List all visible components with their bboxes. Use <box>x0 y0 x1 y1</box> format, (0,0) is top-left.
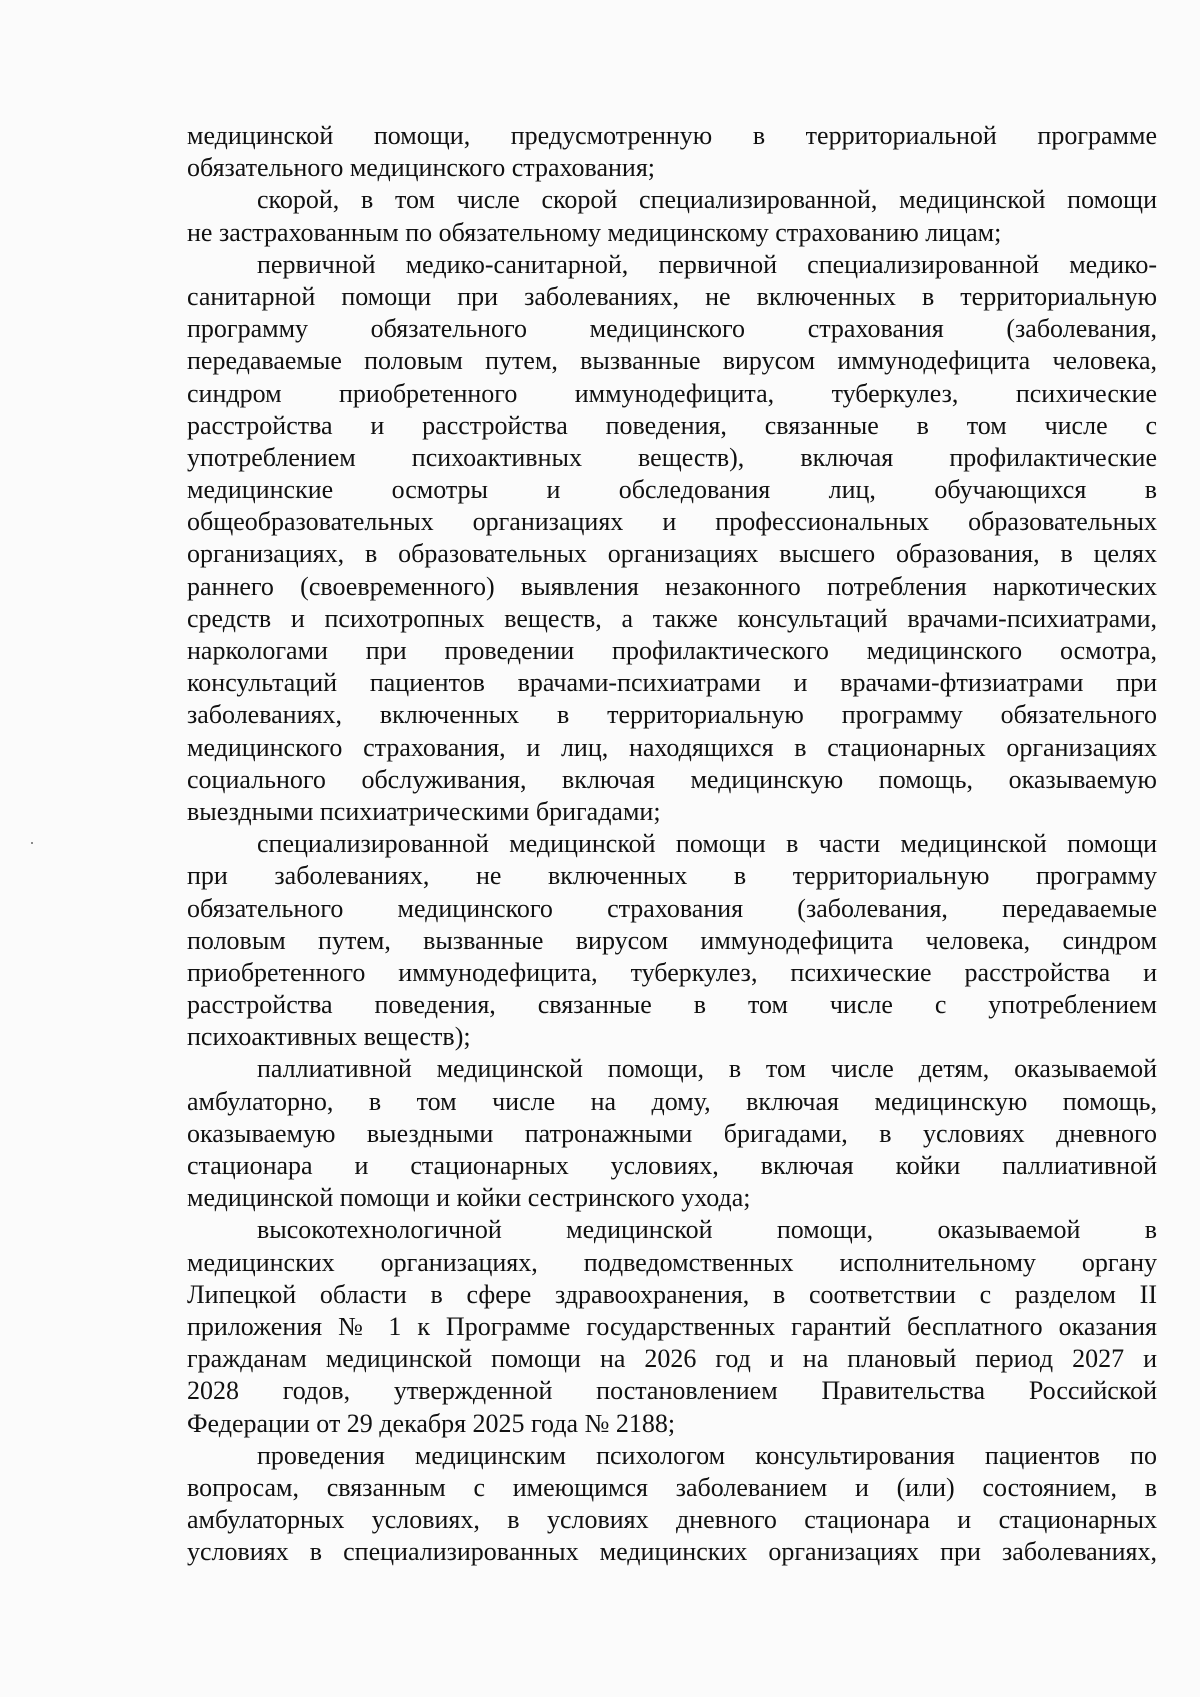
text-line: организациях, в образовательных организациях высшего образования, в целях <box>187 539 1157 569</box>
text-line: первичной медико-санитарной, первичной специализированной медико- <box>257 249 1157 279</box>
text-line: наркологами при проведении профилактического медицинского осмотра, <box>187 636 1157 665</box>
text-line: вопросам, связанным с имеющимся заболеванием и (или) состоянием, в <box>187 1472 1157 1502</box>
text-line: обязательного медицинского страхования; <box>187 153 655 183</box>
text-line: программу обязательного медицинского страхования (заболевания, <box>187 314 1157 344</box>
text-line: медицинской помощи, предусмотренную в территориальной программе <box>187 121 1157 150</box>
text-line: специализированной медицинской помощи в части медицинской помощи <box>257 829 1157 859</box>
text-line: высокотехнологичной медицинской помощи, оказываемой в <box>257 1215 1157 1245</box>
text-line: консультаций пациентов врачами-психиатрами и врачами-фтизиатрами при <box>187 668 1157 698</box>
text-line: паллиативной медицинской помощи, в том числе детям, оказываемой <box>257 1054 1157 1084</box>
paragraph <box>187 1214 1157 1439</box>
paragraph <box>187 184 1157 248</box>
document-body <box>187 120 1157 1568</box>
text-line: приобретенного иммунодефицита, туберкулез, психические расстройства и <box>187 957 1157 987</box>
text-line: заболеваниях, включенных в территориальную программу обязательного <box>187 700 1157 730</box>
text-line: стационара и стационарных условиях, включая койки паллиативной <box>187 1151 1157 1180</box>
text-line: передаваемые половым путем, вызванные вирусом иммунодефицита человека, <box>187 346 1157 376</box>
text-line: обязательного медицинского страхования (заболевания, передаваемые <box>187 893 1157 923</box>
paragraph <box>187 249 1157 828</box>
text-line: при заболеваниях, не включенных в территориальную программу <box>187 861 1157 891</box>
text-line: оказываемую выездными патронажными бригадами, в условиях дневного <box>187 1118 1157 1148</box>
text-line: медицинского страхования, и лиц, находящихся в стационарных организациях <box>187 732 1157 762</box>
text-line: амбулаторно, в том числе на дому, включая медицинскую помощь, <box>187 1086 1157 1116</box>
text-line: скорой, в том числе скорой специализированной, медицинской помощи <box>257 185 1157 215</box>
paragraph <box>187 1053 1157 1214</box>
text-line: половым путем, вызванные вирусом иммунодефицита человека, синдром <box>187 925 1157 955</box>
text-line: психоактивных веществ); <box>187 1022 471 1052</box>
text-line: раннего (своевременного) выявления незаконного потребления наркотических <box>187 571 1157 601</box>
text-line: санитарной помощи при заболеваниях, не включенных в территориальную <box>187 281 1157 311</box>
text-line: расстройства поведения, связанные в том числе с употреблением <box>187 990 1157 1020</box>
text-line: Липецкой области в сфере здравоохранения, в соответствии с разделом II <box>187 1279 1157 1309</box>
text-line: амбулаторных условиях, в условиях дневного стационара и стационарных <box>187 1505 1157 1535</box>
text-line: проведения медицинским психологом консультирования пациентов по <box>257 1440 1157 1470</box>
paragraph <box>187 828 1157 1053</box>
text-line: социального обслуживания, включая медицинскую помощь, оказываемую <box>187 764 1157 794</box>
text-line: общеобразовательных организациях и профессиональных образовательных <box>187 507 1157 537</box>
text-line: приложения № 1 к Программе государственных гарантий бесплатного оказания <box>187 1311 1157 1341</box>
scan-artifact <box>31 842 33 844</box>
text-line: синдром приобретенного иммунодефицита, туберкулез, психические <box>187 378 1157 408</box>
text-line: расстройства и расстройства поведения, связанные в том числе с <box>187 410 1157 440</box>
text-line: употреблением психоактивных веществ), включая профилактические <box>187 442 1157 472</box>
text-line: выездными психиатрическими бригадами; <box>187 796 661 826</box>
text-line: гражданам медицинской помощи на 2026 год и на плановый период 2027 и <box>187 1344 1157 1374</box>
paragraph <box>187 120 1157 184</box>
paragraph <box>187 1440 1157 1569</box>
text-line: Федерации от 29 декабря 2025 года № 2188; <box>187 1408 676 1438</box>
text-line: 2028 годов, утвержденной постановлением Правительства Российской <box>187 1376 1157 1406</box>
text-line: медицинские осмотры и обследования лиц, обучающихся в <box>187 475 1157 505</box>
text-line: медицинских организациях, подведомственных исполнительному органу <box>187 1247 1157 1277</box>
text-line: медицинской помощи и койки сестринского ухода; <box>187 1183 751 1213</box>
text-line: не застрахованным по обязательному медицинскому страхованию лицам; <box>187 217 1002 247</box>
text-line: средств и психотропных веществ, а также консультаций врачами-психиатрами, <box>187 603 1157 633</box>
text-line: условиях в специализированных медицинских организациях при заболеваниях, <box>187 1537 1157 1567</box>
